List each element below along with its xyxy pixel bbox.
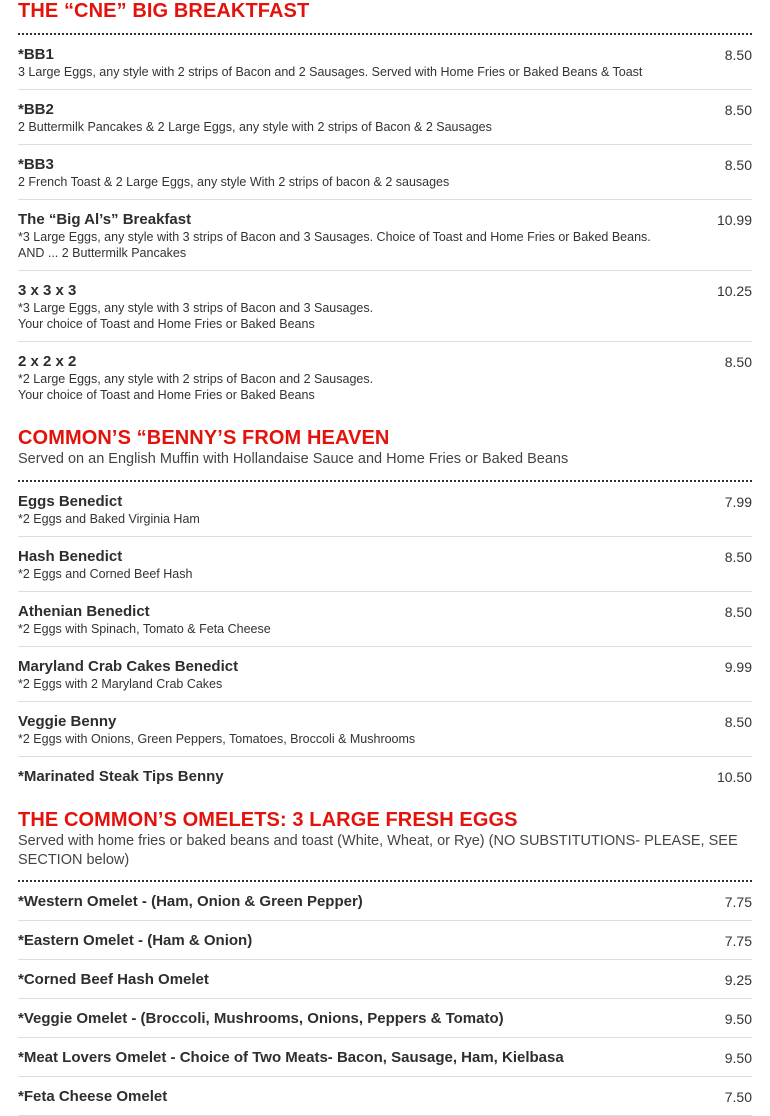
item-name: 2 x 2 x 2 xyxy=(18,353,77,370)
item-price: 7.99 xyxy=(724,494,752,510)
item-description: *2 Eggs and Baked Virginia Ham xyxy=(18,512,200,526)
menu-item xyxy=(18,482,752,537)
item-price: 8.50 xyxy=(724,157,752,173)
section-title: THE “CNE” BIG BREAKTFAST xyxy=(18,0,310,22)
item-name: *Western Omelet - (Ham, Onion & Green Pepper) xyxy=(18,893,363,910)
section-big-breakfast xyxy=(18,0,752,413)
item-price: 8.50 xyxy=(724,47,752,63)
item-price: 10.50 xyxy=(716,769,752,785)
section-subtitle: Served on an English Muffin with Hollandaise Sauce and Home Fries or Baked Beans xyxy=(18,451,569,467)
menu-item xyxy=(18,999,752,1038)
item-price: 9.99 xyxy=(724,659,752,675)
item-price: 10.99 xyxy=(716,212,752,228)
item-price: 7.75 xyxy=(724,894,752,910)
item-name: *Corned Beef Hash Omelet xyxy=(18,971,209,988)
menu-item xyxy=(18,921,752,960)
menu-item xyxy=(18,647,752,702)
item-price: 9.25 xyxy=(724,972,752,988)
item-description: 3 Large Eggs, any style with 2 strips of Bacon and 2 Sausages. Served with Home Fries or Baked Beans & Toast xyxy=(18,65,643,79)
menu-item xyxy=(18,882,752,921)
menu-item xyxy=(18,145,752,200)
item-description: 2 Buttermilk Pancakes & 2 Large Eggs, any style with 2 strips of Bacon & 2 Sausages xyxy=(18,120,492,134)
item-price: 8.50 xyxy=(724,354,752,370)
item-description: *2 Eggs and Corned Beef Hash xyxy=(18,567,193,581)
section-title: THE COMMON’S OMELETS: 3 LARGE FRESH EGGS xyxy=(18,809,518,831)
menu-item xyxy=(18,592,752,647)
menu-item xyxy=(18,200,752,271)
item-description: 2 French Toast & 2 Large Eggs, any style With 2 strips of bacon & 2 sausages xyxy=(18,175,450,189)
item-name: *Marinated Steak Tips Benny xyxy=(18,768,224,785)
item-price: 7.75 xyxy=(724,933,752,949)
item-name: The “Big Al’s” Breakfast xyxy=(18,211,192,228)
item-name: *Veggie Omelet - (Broccoli, Mushrooms, Onions, Peppers & Tomato) xyxy=(18,1010,504,1027)
section-divider xyxy=(18,469,752,482)
item-description: *2 Eggs with 2 Maryland Crab Cakes xyxy=(18,677,223,691)
menu-item xyxy=(18,1038,752,1077)
item-price: 9.50 xyxy=(724,1050,752,1066)
section-title: COMMON’S “BENNY’S FROM HEAVEN xyxy=(18,427,390,449)
item-description: *3 Large Eggs, any style with 3 strips of Bacon and 3 Sausages. xyxy=(18,301,374,315)
section-divider xyxy=(18,22,752,35)
item-price: 8.50 xyxy=(724,102,752,118)
item-price: 10.25 xyxy=(716,283,752,299)
item-name: Eggs Benedict xyxy=(18,493,123,510)
item-name: *BB2 xyxy=(18,101,54,118)
menu-item xyxy=(18,537,752,592)
item-price: 8.50 xyxy=(724,714,752,730)
item-price: 7.50 xyxy=(724,1089,752,1105)
item-description: Your choice of Toast and Home Fries or Baked Beans xyxy=(18,388,315,402)
item-description: *2 Large Eggs, any style with 2 strips of Bacon and 2 Sausages. xyxy=(18,372,374,386)
item-name: Athenian Benedict xyxy=(18,603,150,620)
menu-item xyxy=(18,1077,752,1116)
menu-item xyxy=(18,960,752,999)
item-description: Your choice of Toast and Home Fries or Baked Beans xyxy=(18,317,315,331)
menu-item xyxy=(18,702,752,757)
item-name: Veggie Benny xyxy=(18,713,117,730)
section-omelets xyxy=(18,809,752,1116)
item-name: *Eastern Omelet - (Ham & Onion) xyxy=(18,932,253,949)
item-name: Hash Benedict xyxy=(18,548,123,565)
item-price: 9.50 xyxy=(724,1011,752,1027)
item-price: 8.50 xyxy=(724,549,752,565)
item-name: *BB3 xyxy=(18,156,54,173)
section-divider xyxy=(18,870,752,882)
item-name: Maryland Crab Cakes Benedict xyxy=(18,658,239,675)
item-name: 3 x 3 x 3 xyxy=(18,282,77,299)
item-name: *Feta Cheese Omelet xyxy=(18,1088,168,1105)
item-description: *2 Eggs with Onions, Green Peppers, Tomatoes, Broccoli & Mushrooms xyxy=(18,732,416,746)
menu-item xyxy=(18,271,752,342)
item-name: *BB1 xyxy=(18,46,54,63)
item-name: *Meat Lovers Omelet - Choice of Two Meats- Bacon, Sausage, Ham, Kielbasa xyxy=(18,1049,564,1066)
section-subtitle: Served with home fries or baked beans and toast (White, Wheat, or Rye) (NO SUBSTITUTIONS- PLEASE, SEE SECTION below) xyxy=(18,833,738,868)
menu-item xyxy=(18,35,752,90)
item-description: *3 Large Eggs, any style with 3 strips of Bacon and 3 Sausages. Choice of Toast and Home Fries or Baked Beans. xyxy=(18,230,651,244)
item-description: *2 Eggs with Spinach, Tomato & Feta Cheese xyxy=(18,622,271,636)
menu-item xyxy=(18,342,752,413)
item-description: AND ... 2 Buttermilk Pancakes xyxy=(18,246,187,260)
section-bennys xyxy=(18,427,752,797)
menu-item xyxy=(18,757,752,797)
item-price: 8.50 xyxy=(724,604,752,620)
menu-item xyxy=(18,90,752,145)
